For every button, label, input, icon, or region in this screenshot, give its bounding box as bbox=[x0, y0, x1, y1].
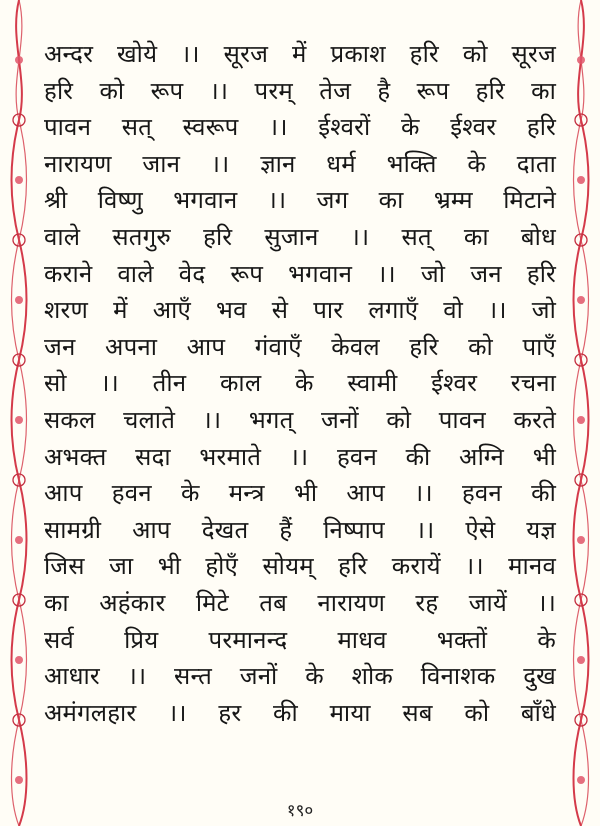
text-line: अभक्त सदा भरमाते ।। हवन की अग्नि भी bbox=[44, 442, 556, 471]
text-line: श्री विष्णु भगवान ।। जग का भ्रम्म मिटाने bbox=[44, 186, 556, 215]
text-line: पावन सत् स्वरूप ।। ईश्वरों के ईश्वर हरि bbox=[44, 113, 556, 142]
text-line: सामग्री आप देखत हैं निष्पाप ।। ऐसे यज्ञ bbox=[44, 515, 556, 544]
text-line: सकल चलाते ।। भगत् जनों को पावन करते bbox=[44, 405, 556, 434]
text-line: हरि को रूप ।। परम् तेज है रूप हरि का bbox=[44, 76, 556, 105]
text-line: वाले सतगुरु हरि सुजान ।। सत् का बोध bbox=[44, 222, 556, 251]
text-line: आधार ।। सन्त जनों के शोक विनाशक दुख bbox=[44, 662, 556, 691]
left-floral-border bbox=[6, 0, 32, 826]
text-line: जन अपना आप गंवाएँ केवल हरि को पाएँ bbox=[44, 332, 556, 361]
text-line: कराने वाले वेद रूप भगवान ।। जो जन हरि bbox=[44, 259, 556, 288]
text-line: आप हवन के मन्त्र भी आप ।। हवन की bbox=[44, 479, 556, 508]
text-line: अन्दर खोये ।। सूरज में प्रकाश हरि को सूरज bbox=[44, 40, 556, 68]
text-line: सो ।। तीन काल के स्वामी ईश्वर रचना bbox=[44, 369, 556, 398]
text-line: सर्व प्रिय परमानन्द माधव भक्तों के bbox=[44, 625, 556, 654]
right-floral-border bbox=[568, 0, 594, 826]
text-line: अमंगलहार ।। हर की माया सब को बाँधे bbox=[44, 698, 556, 727]
page-number: १९० bbox=[286, 801, 314, 821]
text-line: का अहंकार मिटे तब नारायण रह जायें ।। bbox=[44, 588, 556, 617]
verse-text bbox=[44, 36, 556, 731]
text-line: शरण में आएँ भव से पार लगाएँ वो ।। जो bbox=[44, 296, 556, 325]
text-line: जिस जा भी होएँ सोयम् हरि करायें ।। मानव bbox=[44, 552, 556, 581]
text-line: नारायण जान ।। ज्ञान धर्म भक्ति के दाता bbox=[44, 149, 556, 178]
